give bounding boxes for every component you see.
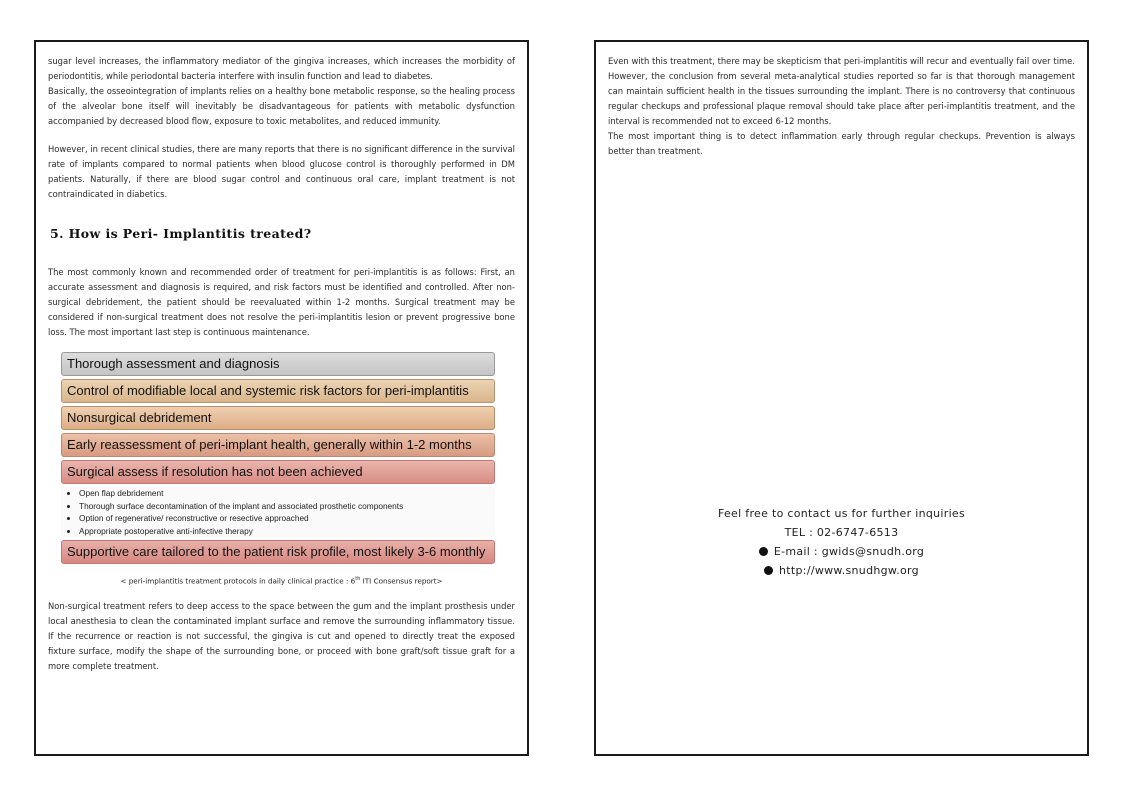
left-page bbox=[34, 40, 529, 756]
list-item: • Thorough surface decontamination of the implant and associated prosthetic components bbox=[79, 500, 495, 513]
treatment-flow-diagram bbox=[61, 352, 495, 564]
flow-step-supportive-care: Supportive care tailored to the patient risk profile, most likely 3-6 monthly bbox=[61, 540, 495, 564]
paragraph-clinical-studies: However, in recent clinical studies, there are many reports that there is no significant difference in the survival rate of implants compared to normal patients when blood glucose control is thoroughly performed in DM patients. Naturally, if there are blood sugar control and continuous oral care, implant treatment is not contraindicated in diabetics. bbox=[48, 144, 515, 199]
caption-text: < peri-implantitis treatment protocols in daily clinical practice : 6 bbox=[120, 576, 356, 586]
left-page-content bbox=[48, 54, 515, 674]
contact-tel: TEL : 02-6747-6513 bbox=[784, 526, 899, 539]
paragraph-prevention: The most important thing is to detect inflammation early through regular checkups. Prevention is always better than treatment. bbox=[608, 131, 1075, 156]
paragraph-skepticism: Even with this treatment, there may be skepticism that peri-implantitis will recur and eventually fail over time. However, the conclusion from several meta-analytical studies reported so far is that thorough management can maintain sufficient health in the tissues surrounding the implant. There is no controversy that continuous regular checkups and professional plaque removal should take place after peri-implantitis treatment, and the interval is recommended not to exceed 6-12 months. bbox=[608, 56, 1075, 126]
paragraph-treatment-order: The most commonly known and recommended order of treatment for peri-implantitis is as follows: First, an accurate assessment and diagnosis is required, and risk factors must be identified and controlled. After non-surgical debridement, the patient should be reevaluated within 1-2 months. Surgical treatment may be considered if non-surgical treatment does not resolve the peri-implantitis lesion or prevent progressive bone loss. The most important last step is continuous maintenance. bbox=[48, 267, 515, 337]
bullet-icon bbox=[759, 547, 768, 556]
section-title: 5. How is Peri- Implantitis treated? bbox=[50, 226, 312, 241]
figure-caption bbox=[48, 576, 515, 585]
caption-superscript: th bbox=[355, 576, 361, 582]
right-page-content bbox=[608, 54, 1075, 159]
contact-email-row bbox=[596, 542, 1087, 561]
contact-website-link[interactable]: http://www.snudhgw.org bbox=[779, 564, 919, 577]
contact-email[interactable]: E-mail : gwids@snudh.org bbox=[773, 545, 925, 558]
right-page bbox=[594, 40, 1089, 756]
flow-step-nonsurgical: Nonsurgical debridement bbox=[61, 406, 495, 430]
flow-step-assessment: Thorough assessment and diagnosis bbox=[61, 352, 495, 376]
contact-block bbox=[596, 504, 1087, 580]
paragraph-nonsurgical-treatment: Non-surgical treatment refers to deep access to the space between the gum and the implant prosthesis under local anesthesia to clean the contaminated implant surface and remove the surrounding inflammatory tissue. If the recurrence or reaction is not successful, the gingiva is cut and opened to directly treat the exposed fixture surface, modify the shape of the surrounding bone, or proceed with bone graft/soft tissue graft for a more complete treatment. bbox=[48, 601, 515, 672]
flow-step-reassessment: Early reassessment of peri-implant health, generally within 1-2 months bbox=[61, 433, 495, 457]
paragraph-diabetes-periodontitis: sugar level increases, the inflammatory mediator of the gingiva increases, which increases the morbidity of periodontitis, while periodontal bacteria interfere with insulin function and lead to diabetes. bbox=[48, 56, 515, 81]
bullet-icon bbox=[764, 566, 773, 575]
contact-website-row bbox=[596, 561, 1087, 580]
surgical-options-list bbox=[61, 487, 495, 537]
contact-heading: Feel free to contact us for further inquiries bbox=[717, 507, 966, 520]
flow-step-risk-control: Control of modifiable local and systemic risk factors for peri-implantitis bbox=[61, 379, 495, 403]
caption-text-end: ITI Consensus report> bbox=[360, 576, 443, 586]
list-item: • Option of regenerative/ reconstructive or resective approached bbox=[79, 512, 495, 525]
flow-step-surgical: Surgical assess if resolution has not been achieved bbox=[61, 460, 495, 484]
list-item: • Open flap debridement bbox=[79, 487, 495, 500]
list-item: • Appropriate postoperative anti-infective therapy bbox=[79, 525, 495, 538]
paragraph-osseointegration: Basically, the osseointegration of implants relies on a healthy bone metabolic response, so the healing process of the alveolar bone itself will inevitably be disadvantageous for patients with metabolic dysfunction accompanied by decreased blood flow, exposure to toxic metabolites, and reduced immunity. bbox=[48, 86, 515, 126]
